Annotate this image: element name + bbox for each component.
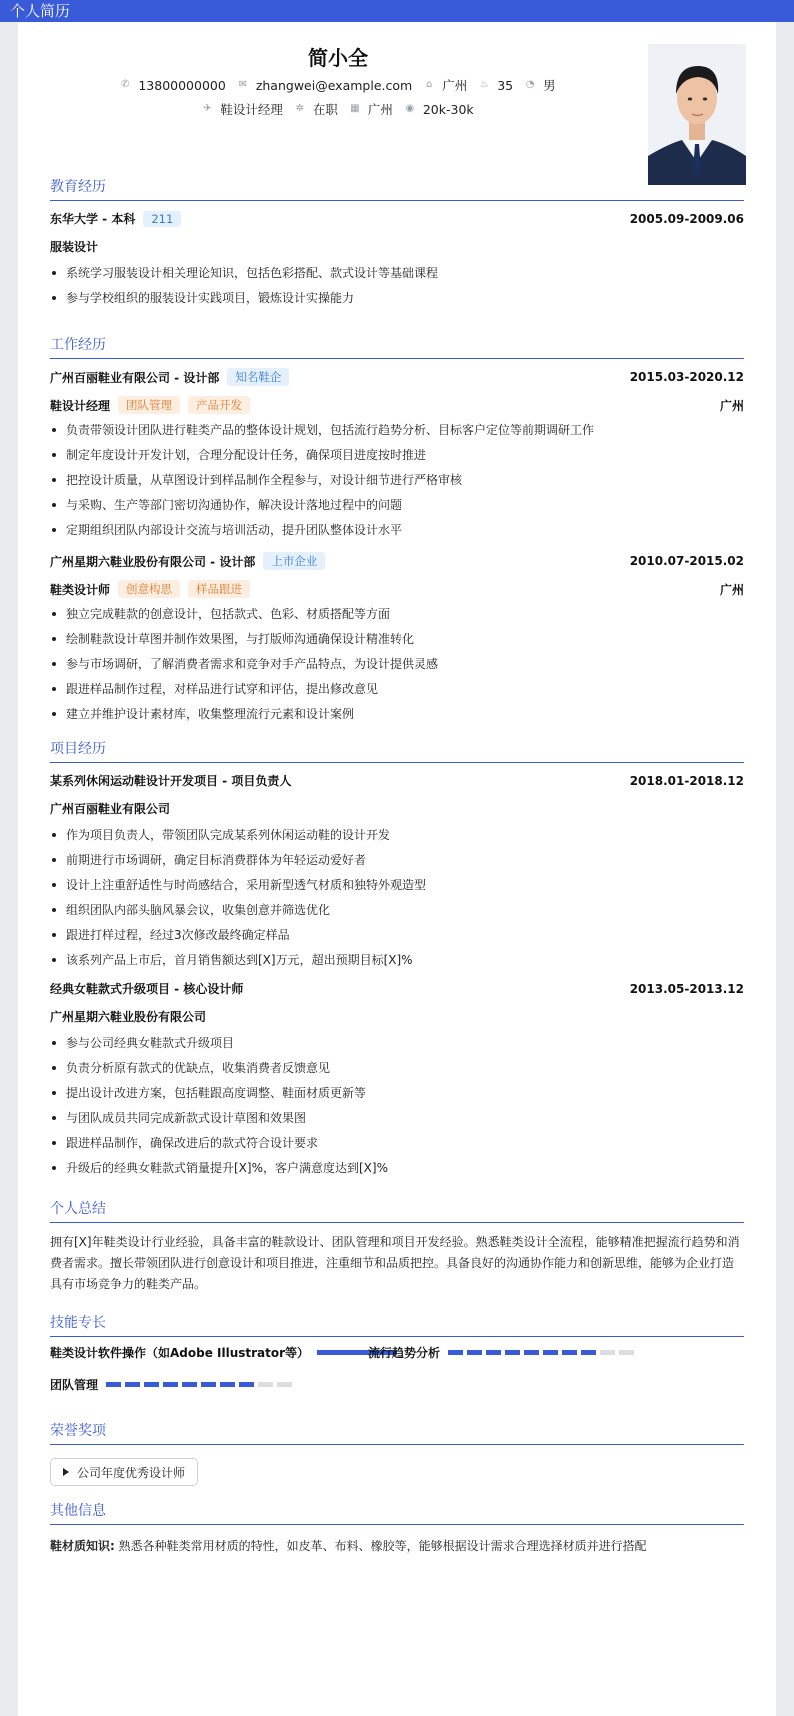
company-name: 广州百丽鞋业有限公司 - 设计部 [50, 370, 220, 385]
salary-text: 20k-30k [422, 101, 474, 117]
target-city-text: 广州 [367, 102, 393, 117]
work-header-2 [50, 552, 744, 570]
city-item [424, 76, 467, 94]
skill-tag: 样品跟进 [188, 580, 250, 598]
phone-item [120, 78, 225, 93]
phone-text: 13800000000 [138, 77, 226, 93]
section-title-summary: 个人总结 [50, 1198, 744, 1223]
profile-photo [648, 44, 746, 185]
window-title: 个人简历 [10, 2, 71, 20]
job-title: 鞋设计经理 [50, 398, 111, 413]
project-bullets-2 [50, 1031, 744, 1181]
send-icon: ✈ [203, 103, 212, 114]
list-item: 制定年度设计开发计划，合理分配设计任务，确保项目进度按时推进 [50, 443, 744, 468]
list-item: 该系列产品上市后，首月销售额达到[X]万元，超出预期目标[X]% [50, 948, 744, 973]
section-title-skills: 技能专长 [50, 1312, 744, 1337]
list-item: 前期进行市场调研，确定目标消费群体为年轻运动爱好者 [50, 848, 744, 873]
skill-level-segment [543, 1350, 558, 1355]
mail-icon: ✉ [238, 79, 248, 90]
project-header-2 [50, 980, 744, 997]
cake-icon: ♨ [479, 79, 489, 90]
list-item: 参与公司经典女鞋款式升级项目 [50, 1031, 744, 1056]
resume-sheet [18, 22, 776, 1716]
city-text: 广州 [442, 78, 468, 93]
skill-name: 鞋类设计软件操作（如Adobe Illustrator等） [50, 1346, 310, 1360]
award-item[interactable] [50, 1458, 198, 1486]
list-item: 与团队成员共同完成新款式设计草图和效果图 [50, 1106, 744, 1131]
list-item: 参与学校组织的服装设计实践项目，锻炼设计实操能力 [50, 286, 744, 311]
skill-item-3 [50, 1376, 296, 1393]
list-item: 负责带领设计团队进行鞋类产品的整体设计规划，包括流行趋势分析、目标客户定位等前期调研工作 [50, 418, 744, 443]
skill-level-segment [277, 1382, 292, 1387]
skill-level-segment [239, 1382, 254, 1387]
work-bullets-2 [50, 602, 744, 727]
skill-level-segment [619, 1350, 634, 1355]
job-title: 鞋类设计师 [50, 582, 111, 597]
skill-tag: 团队管理 [118, 396, 180, 414]
list-item: 系统学习服装设计相关理论知识，包括色彩搭配、款式设计等基础课程 [50, 261, 744, 286]
window-title-bar [0, 0, 794, 22]
skill-level-segment [524, 1350, 539, 1355]
status-text: 在职 [312, 102, 338, 117]
list-item: 升级后的经典女鞋款式销量提升[X]%，客户满意度达到[X]% [50, 1156, 744, 1181]
skill-level-segment [201, 1382, 216, 1387]
skill-level-segment [486, 1350, 501, 1355]
project-bullets-1 [50, 823, 744, 973]
skill-level-segment [600, 1350, 615, 1355]
list-item: 绘制鞋款设计草图并制作效果图，与打版师沟通确保设计精准转化 [50, 627, 744, 652]
skill-level-segment [182, 1382, 197, 1387]
work-role-row-1 [50, 396, 744, 414]
major-name: 服装设计 [50, 240, 99, 254]
skill-level-segment [562, 1350, 577, 1355]
list-item: 组织团队内部头脑风暴会议，收集创意并筛选优化 [50, 898, 744, 923]
list-item: 作为项目负责人，带领团队完成某系列休闲运动鞋的设计开发 [50, 823, 744, 848]
project-date: 2018.01-2018.12 [629, 773, 744, 788]
status-item [295, 100, 338, 118]
skill-level-bar [106, 1382, 296, 1387]
list-item: 参与市场调研，了解消费者需求和竞争对手产品特点，为设计提供灵感 [50, 652, 744, 677]
project-company: 广州百丽鞋业有限公司 [50, 802, 171, 816]
building-icon: ▦ [350, 103, 360, 114]
list-item: 跟进样品制作过程，对样品进行试穿和评估，提出修改意见 [50, 677, 744, 702]
list-item: 定期组织团队内部设计交流与培训活动，提升团队整体设计水平 [50, 518, 744, 543]
work-header-1 [50, 368, 744, 386]
summary-text: 拥有[X]年鞋类设计行业经验，具备丰富的鞋款设计、团队管理和项目开发经验。熟悉鞋类设计全流程，能够精准把握流行趋势和消费者需求。擅长带领团队进行创意设计和项目推进，注重细节和品质把控。具备良好的沟通协作能力和创新思维，能够为企业打造具有市场竞争力的鞋类产品。 [50, 1235, 740, 1291]
skill-level-segment [125, 1382, 140, 1387]
other-info [50, 1536, 744, 1557]
project-name: 某系列休闲运动鞋设计开发项目 - 项目负责人 [50, 774, 292, 788]
other-text: 熟悉各种鞋类常用材质的特性，如皮革、布料、橡胶等，能够根据设计需求合理选择材质并进行搭配 [118, 1539, 647, 1553]
education-header [50, 210, 744, 227]
project-company: 广州星期六鞋业股份有限公司 [50, 1010, 207, 1024]
project-header-1 [50, 772, 744, 789]
skill-name: 团队管理 [50, 1378, 99, 1392]
company-name: 广州星期六鞋业股份有限公司 - 设计部 [50, 554, 256, 569]
age-item [479, 78, 513, 93]
company-tag: 上市企业 [263, 552, 325, 570]
education-date: 2005.09-2009.06 [629, 211, 744, 226]
section-title-education: 教育经历 [50, 176, 744, 201]
contact-row [18, 76, 658, 94]
skill-level-segment [258, 1382, 273, 1387]
salary-item [405, 102, 474, 117]
list-item: 独立完成鞋款的创意设计，包括款式、色彩、材质搭配等方面 [50, 602, 744, 627]
job-intent-row [18, 100, 658, 118]
work-date: 2010.07-2015.02 [629, 554, 744, 568]
skill-level-segment [144, 1382, 159, 1387]
skill-name: 流行趋势分析 [368, 1346, 441, 1360]
education-major-row [50, 238, 744, 255]
skill-level-segment [448, 1350, 463, 1355]
gender-text: 男 [543, 78, 556, 93]
home-icon: ⌂ [426, 79, 433, 90]
skill-level-bar [448, 1350, 638, 1355]
work-bullets-1 [50, 418, 744, 543]
company-tag: 知名鞋企 [227, 368, 289, 386]
email-item [238, 78, 412, 93]
play-icon [63, 1468, 69, 1476]
section-title-awards: 荣誉奖项 [50, 1420, 744, 1445]
education-bullets [50, 261, 744, 311]
work-date: 2015.03-2020.12 [629, 370, 744, 384]
coin-icon: ◉ [405, 103, 415, 114]
email-text: zhangwei@example.com [255, 77, 413, 93]
other-label: 鞋材质知识: [50, 1539, 115, 1553]
work-role-row-2 [50, 580, 744, 598]
target-city-item [350, 100, 393, 118]
project-date: 2013.05-2013.12 [629, 981, 744, 996]
award-text: 公司年度优秀设计师 [77, 1465, 186, 1480]
school-name: 东华大学 - 本科 [50, 212, 136, 226]
gear-icon: ✲ [295, 103, 305, 114]
skill-item-2 [368, 1344, 638, 1361]
list-item: 把控设计质量，从草图设计到样品制作全程参与，对设计细节进行严格审核 [50, 468, 744, 493]
skill-level-segment [163, 1382, 178, 1387]
list-item: 与采购、生产等部门密切沟通协作，解决设计落地过程中的问题 [50, 493, 744, 518]
skill-level-segment [220, 1382, 235, 1387]
gender-icon: ◔ [525, 79, 535, 90]
list-item: 跟进样品制作，确保改进后的款式符合设计要求 [50, 1131, 744, 1156]
project-name: 经典女鞋款式升级项目 - 核心设计师 [50, 982, 244, 996]
skill-level-segment [106, 1382, 121, 1387]
list-item: 设计上注重舒适性与时尚感结合，采用新型透气材质和独特外观造型 [50, 873, 744, 898]
phone-icon: ✆ [121, 79, 130, 90]
list-item: 建立并维护设计素材库，收集整理流行元素和设计案例 [50, 702, 744, 727]
work-location: 广州 [719, 398, 744, 413]
list-item: 跟进打样过程，经过3次修改最终确定样品 [50, 923, 744, 948]
skill-tag: 创意构思 [118, 580, 180, 598]
position-text: 鞋设计经理 [220, 102, 283, 117]
section-title-work: 工作经历 [50, 334, 744, 359]
skill-level-segment [581, 1350, 596, 1355]
list-item: 提出设计改进方案，包括鞋跟高度调整、鞋面材质更新等 [50, 1081, 744, 1106]
school-tag: 211 [143, 211, 181, 227]
portrait-illustration [648, 44, 746, 185]
skill-tag: 产品开发 [188, 396, 250, 414]
skill-level-segment [467, 1350, 482, 1355]
section-title-projects: 项目经历 [50, 738, 744, 763]
project-company-row-1 [50, 800, 744, 817]
skill-item-1 [50, 1344, 397, 1361]
project-company-row-2 [50, 1008, 744, 1025]
gender-item [525, 76, 556, 94]
list-item: 负责分析原有款式的优缺点，收集消费者反馈意见 [50, 1056, 744, 1081]
candidate-name: 简小全 [308, 46, 368, 70]
work-location: 广州 [719, 582, 744, 597]
skill-level-segment [505, 1350, 520, 1355]
position-item [202, 100, 283, 118]
section-title-other: 其他信息 [50, 1500, 744, 1525]
age-text: 35 [497, 77, 514, 93]
